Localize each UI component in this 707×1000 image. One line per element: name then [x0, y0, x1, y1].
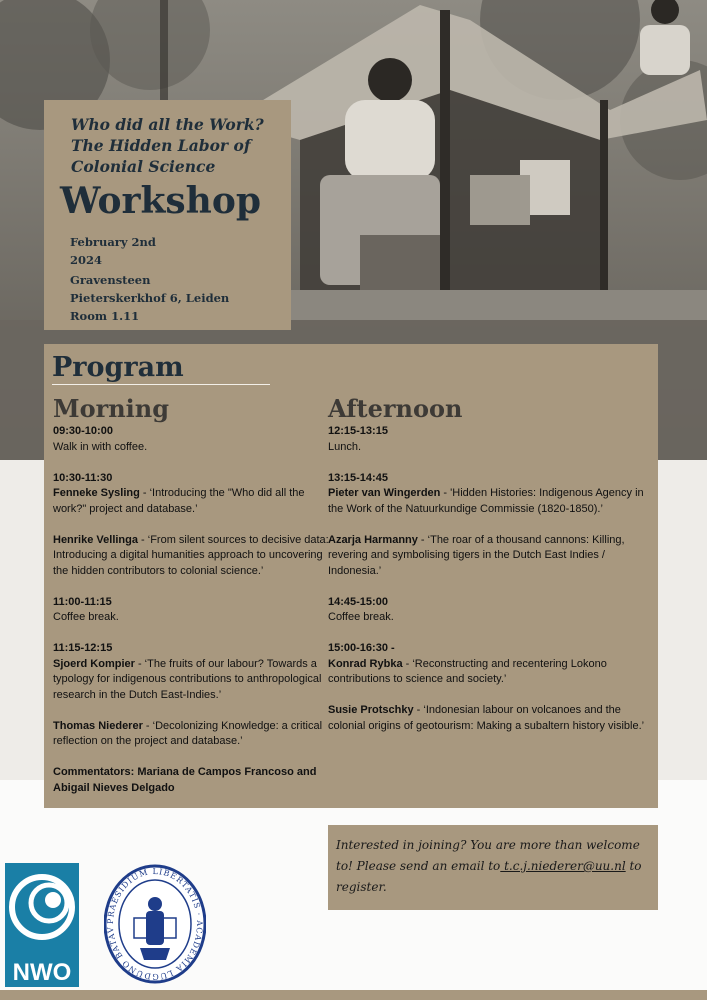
entry-time: 11:00-11:15: [53, 595, 112, 608]
program-divider: [52, 384, 270, 385]
workshop-title: Workshop: [60, 180, 262, 222]
subtitle-line: Who did all the Work?: [71, 115, 264, 134]
entry-time: 15:00-16:30 -: [328, 642, 395, 654]
entry-time: 12:15-13:15: [328, 425, 388, 437]
footer-strip: [0, 990, 707, 1000]
date-line: 2024: [70, 253, 103, 267]
email-link[interactable]: t.c.j.niederer@uu.nl: [500, 859, 626, 873]
entry-description: [53, 486, 335, 517]
seal-inscription: PRAESIDIUM LIBERTATIS · ACADEMIA LUGDUNO BATAV: [105, 866, 205, 982]
leiden-university-seal: [104, 864, 206, 984]
afternoon-column: [328, 394, 646, 750]
entry-time: 14:45-15:00: [328, 595, 388, 608]
program-entry: [328, 533, 646, 580]
subtitle-line: The Hidden Labor of: [71, 136, 251, 155]
venue-line: Gravensteen: [70, 273, 151, 287]
venue-line: Room 1.11: [70, 309, 140, 323]
entry-text: - ‘Introducing the "Who did all the work?" project and database.’: [53, 487, 305, 515]
morning-column: [53, 394, 335, 796]
entry-description: [328, 703, 646, 734]
nwo-logo-graphic: [5, 863, 79, 987]
entry-time: 11:15-12:15: [53, 642, 113, 654]
program-entry: [328, 595, 646, 626]
entry-text: Walk in with coffee.: [53, 440, 148, 453]
program-entry: [53, 471, 335, 518]
entry-text: - ‘Decolonizing Knowledge: a critical reflection on the project and database.’: [53, 719, 323, 747]
program-entry: [53, 533, 335, 580]
entry-speaker: Konrad Rybka: [328, 657, 403, 670]
program-entry: [328, 424, 646, 455]
afternoon-heading: Afternoon: [328, 394, 463, 423]
nwo-logo-text: NWO: [12, 959, 72, 986]
program-entry: [53, 641, 335, 703]
entry-text: Coffee break.: [328, 611, 394, 623]
entry-text: Lunch.: [328, 440, 362, 453]
entry-speaker: Pieter van Wingerden: [328, 487, 441, 499]
entry-text: - ‘From silent sources to decisive data: Introducing a digital humanities approach to uncovering the hidden contributors to colonial science.’: [53, 533, 329, 577]
entry-text: - ‘Indonesian labour on volcanoes and the colonial origins of geotourism: Making a subaltern history visible.’: [328, 704, 645, 732]
entry-text: Coffee break.: [53, 611, 119, 623]
event-date: [70, 233, 285, 269]
entry-description: [53, 719, 335, 750]
program-entry: [328, 703, 646, 734]
leiden-seal-graphic: [104, 864, 206, 984]
entry-speaker: Thomas Niederer: [53, 719, 143, 732]
entry-time: 09:30-10:00: [53, 425, 113, 437]
commentators: Commentators: Mariana de Campos Francoso and Abigail Nieves Delgado: [53, 766, 317, 794]
entry-time: 10:30-11:30: [53, 471, 113, 484]
nwo-logo: [5, 863, 79, 987]
entry-text: - ‘Reconstructing and recentering Lokono contributions to science and society.’: [328, 657, 607, 685]
entry-description: [328, 486, 646, 517]
workshop-subtitle: [71, 114, 286, 177]
title-box: [44, 100, 291, 330]
date-line: February 2nd: [70, 235, 156, 249]
entry-description: [328, 657, 646, 688]
entry-speaker: Susie Protschky: [328, 704, 414, 716]
program-entry: [328, 471, 646, 518]
entry-text: - ‘The fruits of our labour? Towards a typology for indigenous contributions to anthropological research in the Dutch East-Indies.’: [53, 657, 322, 701]
program-entry: [53, 424, 335, 455]
entry-time: 13:15-14:45: [328, 471, 388, 484]
entry-description: [53, 533, 335, 580]
morning-heading: Morning: [53, 394, 170, 423]
invitation-box: [328, 825, 658, 910]
program-entry: [328, 641, 646, 688]
entry-description: [53, 657, 335, 704]
entry-speaker: Azarja Harmanny: [328, 533, 418, 546]
invitation-text: Interested in joining? You are more than welcome to! Please send an email to: [336, 838, 640, 873]
entry-speaker: Fenneke Sysling: [53, 487, 140, 499]
program-entry: [53, 719, 335, 750]
invitation-text-end: to register.: [336, 859, 642, 894]
subtitle-line: Colonial Science: [71, 157, 216, 176]
entry-description: [328, 533, 646, 580]
entry-text: - ‘The roar of a thousand cannons: Killing, revering and symbolising tigers in the Dutch East Indies / Indonesia.’: [328, 533, 625, 577]
event-venue: [70, 271, 285, 325]
entry-speaker: Henrike Vellinga: [53, 533, 138, 546]
program-heading: Program: [52, 352, 184, 383]
entry-text: - 'Hidden Histories: Indigenous Agency in the Work of the Natuurkundige Commissie (1820-1850).’: [328, 487, 644, 515]
program-box: [44, 344, 658, 808]
venue-line: Pieterskerkhof 6, Leiden: [70, 291, 230, 305]
entry-speaker: Sjoerd Kompier: [53, 657, 135, 670]
program-entry: [53, 595, 335, 626]
